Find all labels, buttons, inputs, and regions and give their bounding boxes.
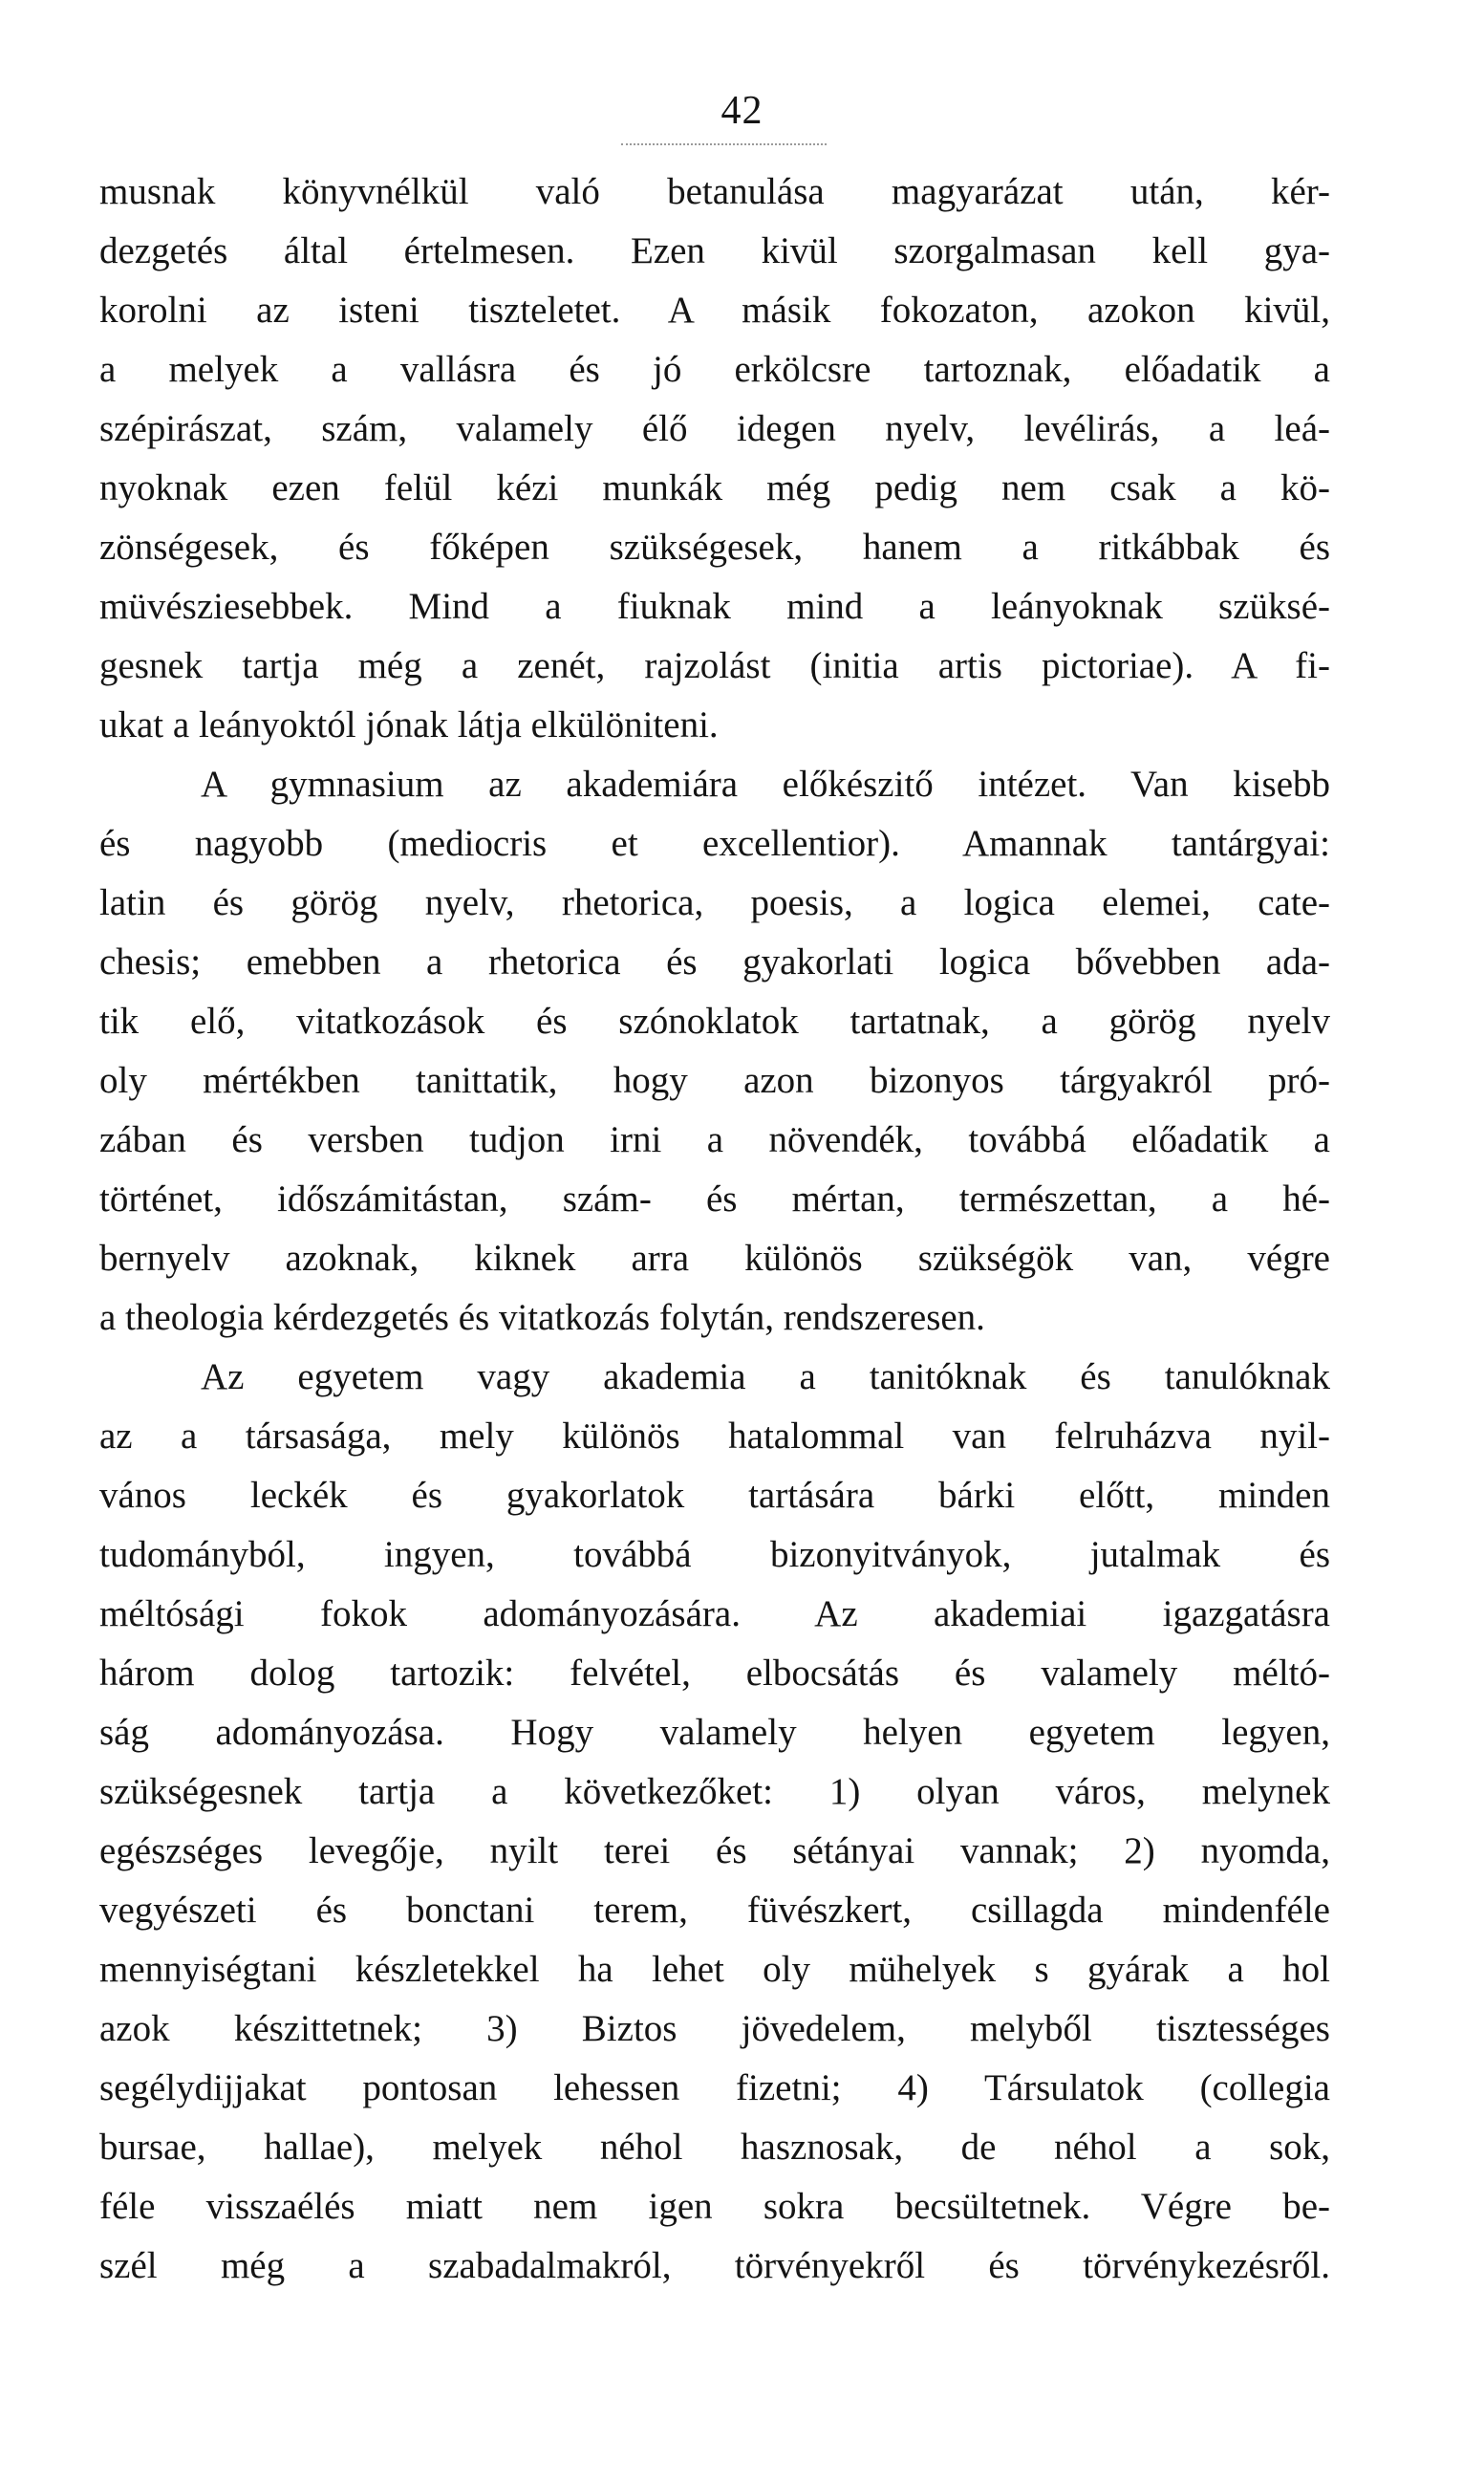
text-line: korolni az isteni tiszteletet. A másik fokozaton, azokon kivül, [99,290,1330,331]
paragraph-3 [99,1348,1330,2296]
text-line: latin és görög nyelv, rhetorica, poesis, a logica elemei, cate- [99,882,1330,923]
text-line: nyoknak ezen felül kézi munkák még pedig nem csak a kö- [99,467,1330,508]
text-line: méltósági fokok adományozására. Az akademiai igazgatásra [99,1593,1330,1634]
body-text [99,162,1330,2296]
text-line: zönségesek, és főképen szükségesek, hanem a ritkábbak és [99,527,1330,568]
text-line: és nagyobb (mediocris et excellentior). Amannak tantárgyai: [99,823,1330,864]
text-line: egészséges levegője, nyilt terei és sétányai vannak; 2) nyomda, [99,1830,1330,1871]
text-line: bursae, hallae), melyek néhol hasznosak, de néhol a sok, [99,2127,1330,2168]
text-line: müvésziesebbek. Mind a fiuknak mind a leányoknak szüksé- [99,586,1330,627]
text-line: vános leckék és gyakorlatok tartására bárki előtt, minden [99,1475,1330,1516]
header-rule [621,143,827,145]
text-line: oly mértékben tanittatik, hogy azon bizonyos tárgyakról pró- [99,1060,1330,1101]
text-line: ukat a leányoktól jónak látja elkülöniteni. [99,704,719,746]
text-line: Az egyetem vagy akademia a tanitóknak és tanulóknak [201,1356,1330,1397]
text-line: történet, időszámitástan, szám- és mértan, természettan, a hé- [99,1178,1330,1220]
text-line: bernyelv azoknak, kiknek arra különös szükségök van, végre [99,1238,1330,1279]
text-line: zában és versben tudjon irni a növendék, továbbá előadatik a [99,1119,1330,1160]
text-line: tik elő, vitatkozások és szónoklatok tartatnak, a görög nyelv [99,1001,1330,1042]
text-line: gesnek tartja még a zenét, rajzolást (initia artis pictoriae). A fi- [99,645,1330,686]
text-line: a melyek a vallásra és jó erkölcsre tartoznak, előadatik a [99,349,1330,390]
page-number: 42 [720,89,764,133]
text-line: három dolog tartozik: felvétel, elbocsátás és valamely méltó- [99,1653,1330,1694]
text-line: szépirászat, szám, valamely élő idegen nyelv, levélirás, a leá- [99,408,1330,449]
text-line: A gymnasium az akademiára előkészitő intézet. Van kisebb [201,764,1330,805]
paragraph-2 [99,755,1330,1348]
text-line: dezgetés által értelmesen. Ezen kivül szorgalmasan kell gya- [99,230,1330,271]
text-line: ság adományozása. Hogy valamely helyen egyetem legyen, [99,1712,1330,1753]
text-line: féle visszaélés miatt nem igen sokra becsültetnek. Végre be- [99,2186,1330,2227]
paragraph-1 [99,162,1330,755]
text-line: musnak könyvnélkül való betanulása magyarázat után, kér- [99,171,1330,212]
text-line: szükségesnek tartja a következőket: 1) olyan város, melynek [99,1771,1330,1812]
text-line: mennyiségtani készletekkel ha lehet oly mühelyek s gyárak a hol [99,1949,1330,1990]
text-line: segélydijjakat pontosan lehessen fizetni; 4) Társulatok (collegia [99,2067,1330,2108]
text-line: a theologia kérdezgetés és vitatkozás folytán, rendszeresen. [99,1297,985,1338]
text-line: az a társasága, mely különös hatalommal van felruházva nyil- [99,1415,1330,1457]
text-line: szél még a szabadalmakról, törvényekről és törvénykezésről. [99,2245,1330,2286]
text-line: azok készittetnek; 3) Biztos jövedelem, melyből tisztességes [99,2008,1330,2049]
text-line: chesis; emebben a rhetorica és gyakorlati logica bővebben ada- [99,941,1330,983]
text-line: tudományból, ingyen, továbbá bizonyitványok, jutalmak és [99,1534,1330,1575]
text-line: vegyészeti és bonctani terem, füvészkert, csillagda mindenféle [99,1890,1330,1931]
